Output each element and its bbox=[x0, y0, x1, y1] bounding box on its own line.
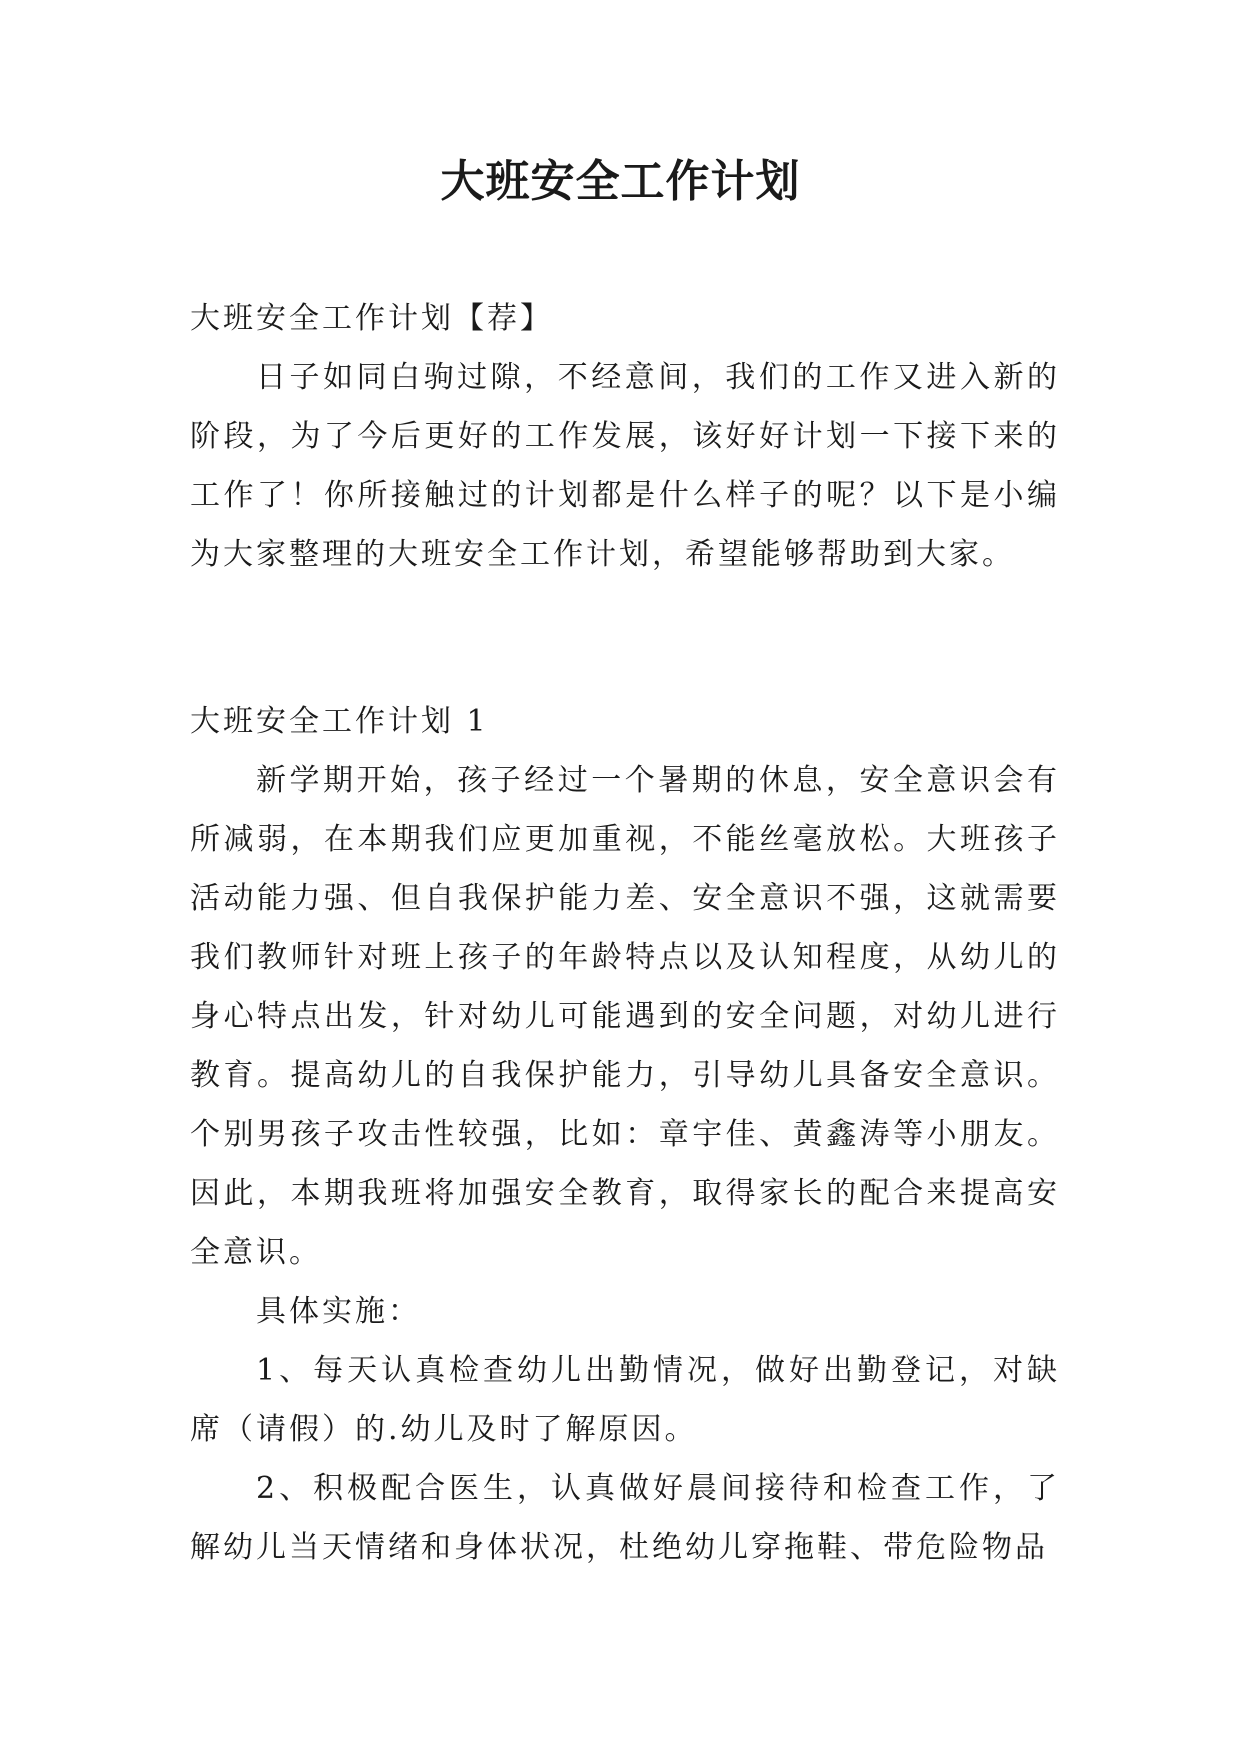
list-item-1: 1、每天认真检查幼儿出勤情况，做好出勤登记，对缺席（请假）的.幼儿及时了解原因。 bbox=[190, 1353, 1060, 1447]
section-paragraph: 新学期开始，孩子经过一个暑期的休息，安全意识会有所减弱，在本期我们应更加重视，不能丝毫放松。大班孩子活动能力强、但自我保护能力差、安全意识不强，这就需要我们教师针对班上孩子的年龄特点以及认知程度，从幼儿的身心特点出发，针对幼儿可能遇到的安全问题，对幼儿进行教育。提高幼儿的自我保护能力，引导幼儿具备安全意识。个别男孩子攻击性较强，比如：章宇佳、黄鑫涛等小朋友。因此，本期我班将加强安全教育，取得家长的配合来提高安全意识。 bbox=[190, 763, 1060, 1270]
document-title: 大班安全工作计划 bbox=[440, 156, 801, 207]
intro-section bbox=[190, 289, 1060, 584]
plan-section-1 bbox=[190, 692, 1060, 1577]
intro-paragraph: 日子如同白驹过隙，不经意间，我们的工作又进入新的阶段，为了今后更好的工作发展，该好好计划一下接下来的工作了！你所接触过的计划都是什么样子的呢？以下是小编为大家整理的大班安全工作计划，希望能够帮助到大家。 bbox=[190, 360, 1060, 572]
list-item-2: 2、积极配合医生，认真做好晨间接待和检查工作，了解幼儿当天情绪和身体状况，杜绝幼儿穿拖鞋、带危险物品 bbox=[190, 1471, 1060, 1565]
intro-heading: 大班安全工作计划【荐】 bbox=[190, 301, 553, 336]
section-heading: 大班安全工作计划 1 bbox=[190, 704, 489, 739]
implementation-label: 具体实施： bbox=[256, 1294, 421, 1329]
